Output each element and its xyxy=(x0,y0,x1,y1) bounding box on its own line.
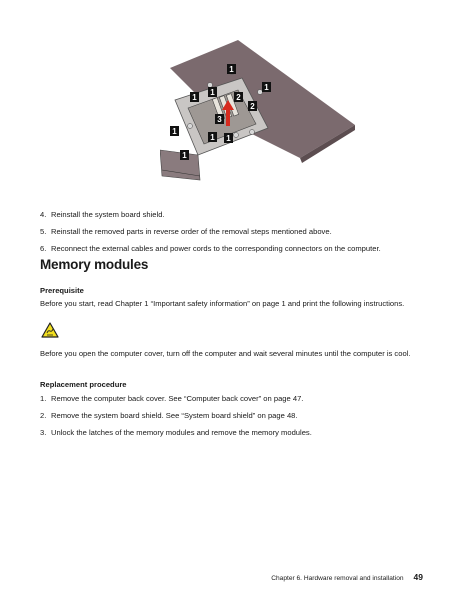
callout xyxy=(180,150,189,160)
callout xyxy=(248,101,257,111)
svg-text:1: 1 xyxy=(182,151,187,160)
svg-text:1: 1 xyxy=(210,133,215,142)
step-text: Remove the computer back cover. See “Computer back cover” on page 47. xyxy=(51,394,304,403)
callout xyxy=(227,64,236,74)
list-item xyxy=(40,227,430,237)
svg-text:1: 1 xyxy=(172,127,177,136)
prerequisite-text: Before you start, read Chapter 1 “Important safety information” on page 1 and print the following instructions. xyxy=(40,299,405,308)
step-text: Reinstall the removed parts in reverse order of the removal steps mentioned above. xyxy=(51,227,332,236)
step-text: Reconnect the external cables and power cords to the corresponding connectors on the computer. xyxy=(51,244,381,253)
callout xyxy=(208,87,217,97)
chapter-label: Chapter 6. Hardware removal and installation xyxy=(271,575,404,582)
list-item xyxy=(40,394,430,404)
svg-text:1: 1 xyxy=(192,93,197,102)
callout xyxy=(262,82,271,92)
hazard-warning-icon xyxy=(41,322,59,338)
svg-text:3: 3 xyxy=(217,115,222,124)
callout xyxy=(224,133,233,143)
list-item xyxy=(40,428,430,438)
callout xyxy=(234,92,243,102)
warning-text: Before you open the computer cover, turn off the computer and wait several minutes until the computer is cool. xyxy=(40,349,411,358)
callout xyxy=(190,92,199,102)
prerequisite-heading: Prerequisite xyxy=(40,286,84,295)
svg-text:1: 1 xyxy=(229,65,234,74)
svg-text:1: 1 xyxy=(264,83,269,92)
svg-text:2: 2 xyxy=(236,93,241,102)
list-item xyxy=(40,210,430,220)
step-text: Remove the system board shield. See “System board shield” on page 48. xyxy=(51,411,298,420)
step-text: Reinstall the system board shield. xyxy=(51,210,165,219)
callout xyxy=(215,114,224,124)
step-number: 3. xyxy=(40,428,47,437)
svg-text:1: 1 xyxy=(226,134,231,143)
page-number: 49 xyxy=(413,572,423,582)
callout xyxy=(170,126,179,136)
step-number: 5. xyxy=(40,227,47,236)
list-item xyxy=(40,411,430,421)
list-item xyxy=(40,244,430,254)
page-footer xyxy=(271,572,423,582)
section-title: Memory modules xyxy=(40,257,149,272)
step-number: 2. xyxy=(40,411,47,420)
step-text: Unlock the latches of the memory modules and remove the memory modules. xyxy=(51,428,312,437)
callout xyxy=(208,132,217,142)
step-number: 1. xyxy=(40,394,47,403)
svg-text:1: 1 xyxy=(210,88,215,97)
step-number: 6. xyxy=(40,244,47,253)
procedure-heading: Replacement procedure xyxy=(40,380,127,389)
step-number: 4. xyxy=(40,210,47,219)
steps-list-top xyxy=(40,210,430,261)
steps-list-procedure xyxy=(40,394,430,445)
svg-text:2: 2 xyxy=(250,102,255,111)
hardware-illustration xyxy=(160,30,360,190)
